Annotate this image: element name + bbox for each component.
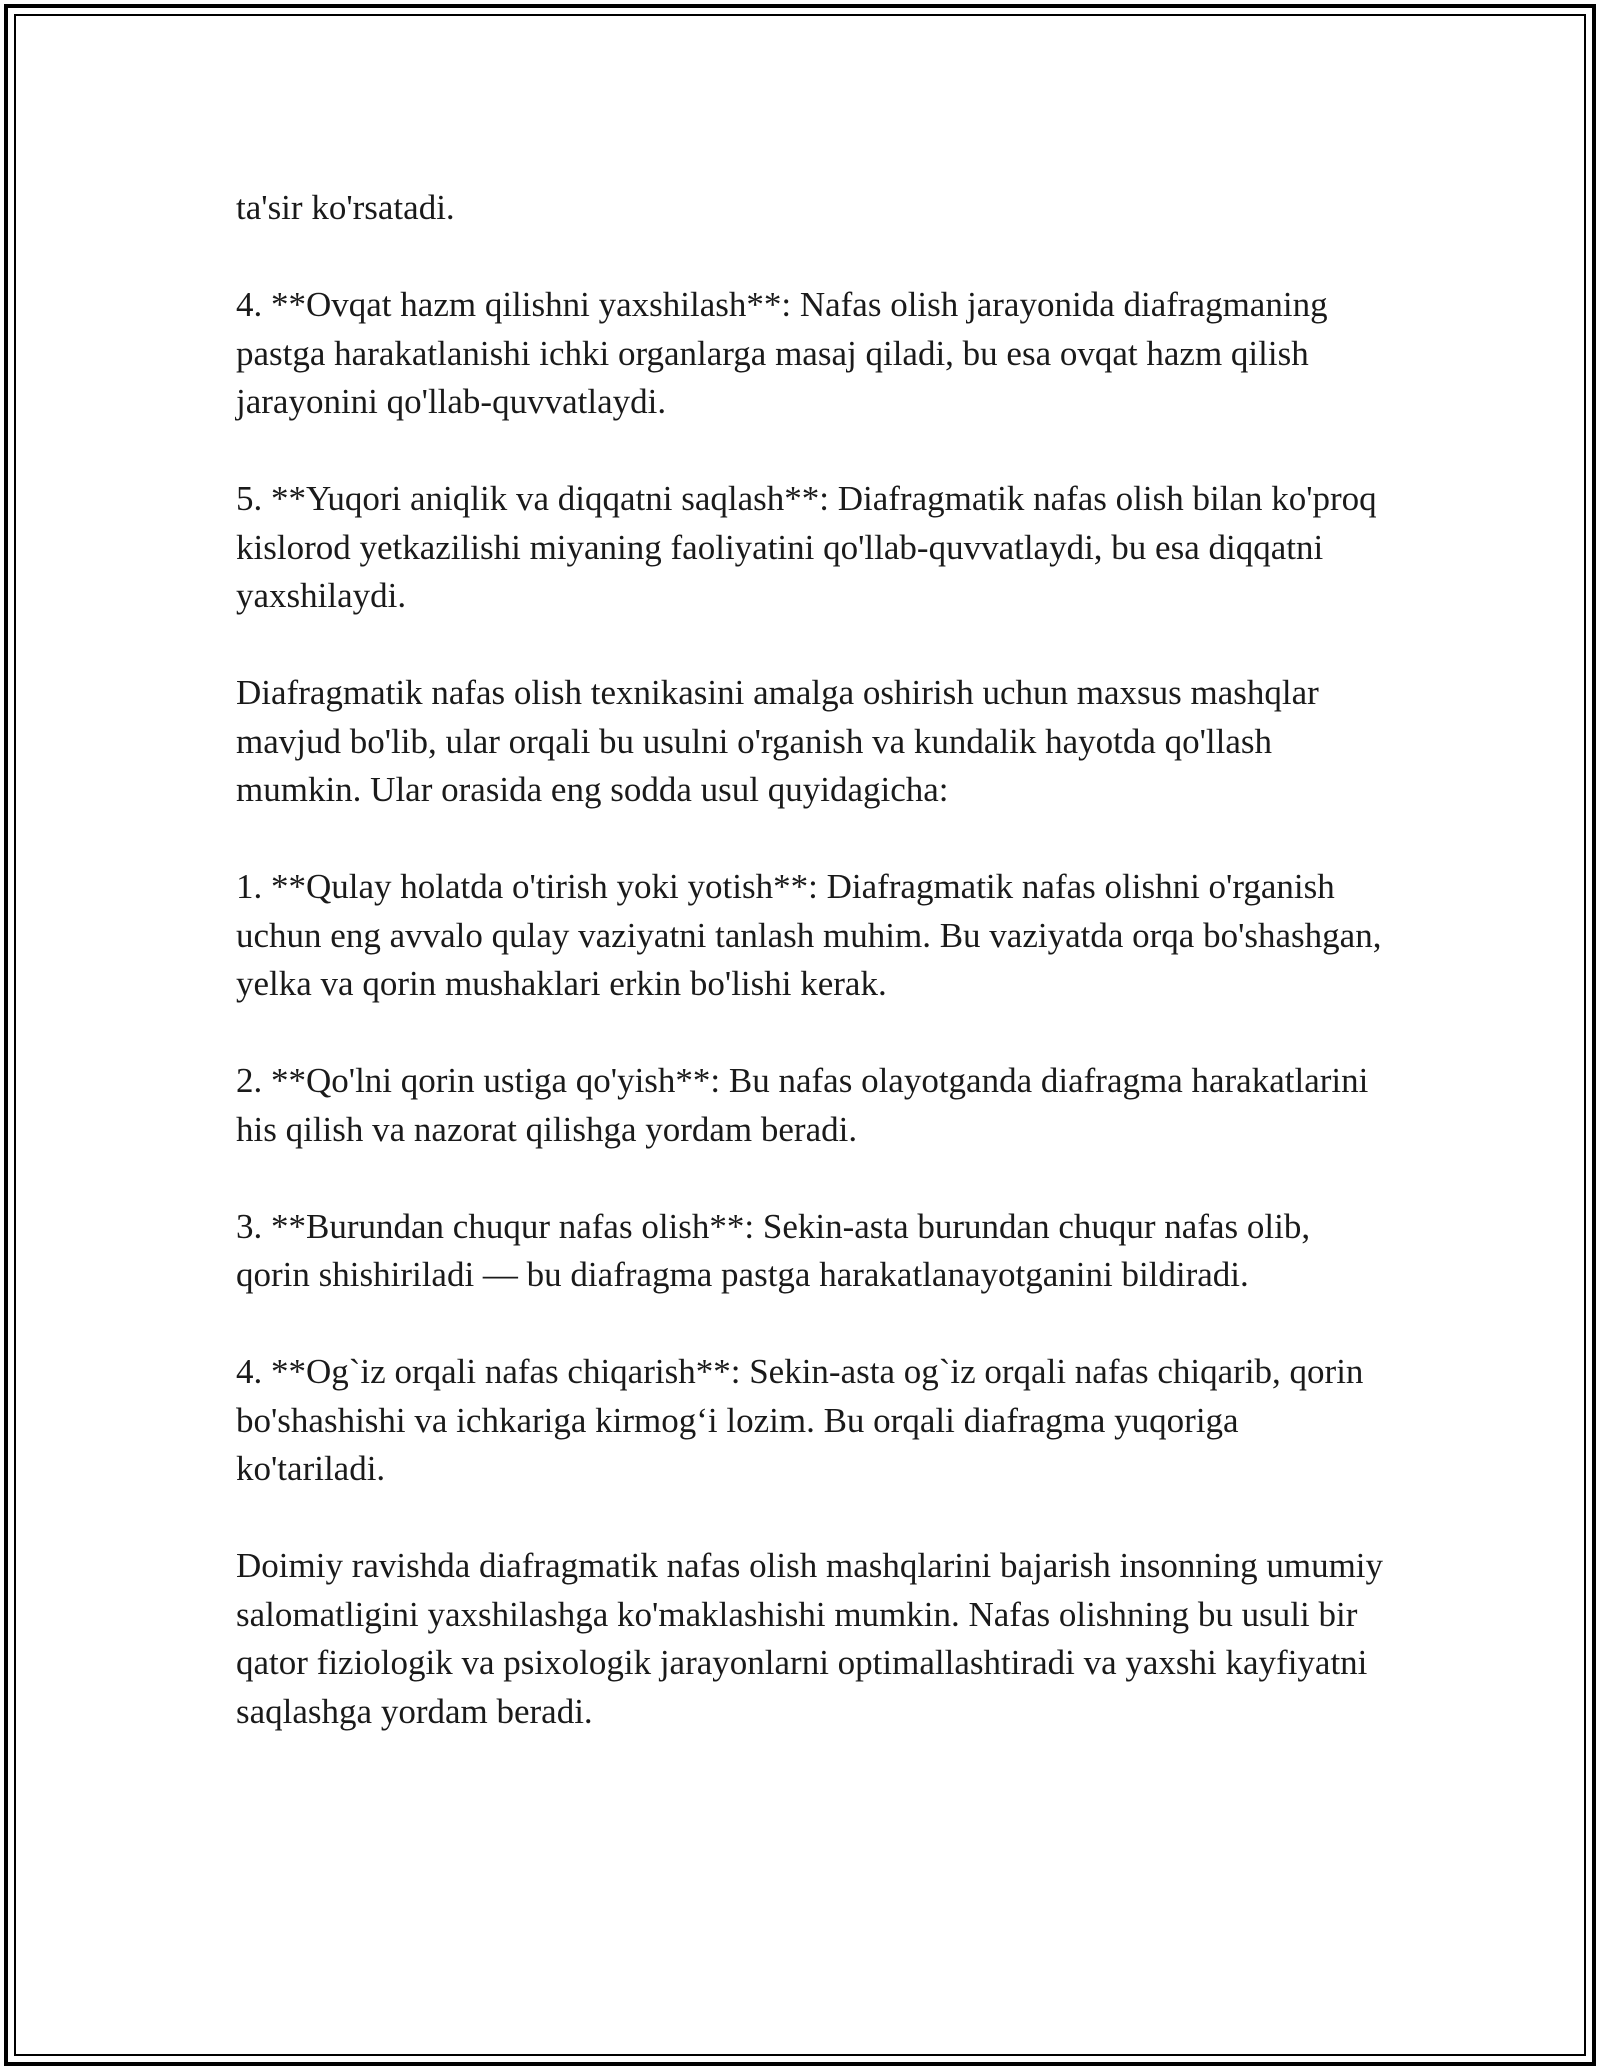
paragraph-step-2: 2. **Qo'lni qorin ustiga qo'yish**: Bu nafas olayotganda diafragma harakatlarini his qilish va nazorat qilishga yordam beradi. <box>236 1061 1369 1149</box>
paragraph-focus: 5. **Yuqori aniqlik va diqqatni saqlash**: Diafragmatik nafas olish bilan ko'proq kislorod yetkazilishi miyaning faoliyatini qo'llab-quvvatlaydi, bu esa diqqatni yaxshilaydi. <box>236 479 1377 615</box>
paragraph-step-3: 3. **Burundan chuqur nafas olish**: Sekin-asta burundan chuqur nafas olib, qorin shishiriladi — bu diafragma pastga harakatlanayotganini bildiradi. <box>236 1206 1311 1294</box>
paragraph-step-4: 4. **Og`iz orqali nafas chiqarish**: Sekin-asta og`iz orqali nafas chiqarib, qorin bo'shashishi va ichkariga kirmog‘i lozim. Bu orqali diafragma yuqoriga ko'tariladi. <box>236 1352 1364 1488</box>
paragraph-technique-intro: Diafragmatik nafas olish texnikasini amalga oshirish uchun maxsus mashqlar mavjud bo'lib, ular orqali bu usulni o'rganish va kundalik hayotda qo'llash mumkin. Ular orasida eng sodda usul quyidagicha: <box>236 673 1319 809</box>
paragraph-conclusion: Doimiy ravishda diafragmatik nafas olish mashqlarini bajarish insonning umumiy salomatligini yaxshilashga ko'maklashishi mumkin. Nafas olishning bu usuli bir qator fiziologik va psixologik jarayonlarni optimallashtiradi va yaxshi kayfiyatni saqlashga yordam beradi. <box>236 1546 1384 1731</box>
paragraph-continuation: ta'sir ko'rsatadi. <box>236 188 455 227</box>
paragraph-step-1: 1. **Qulay holatda o'tirish yoki yotish**: Diafragmatik nafas olishni o'rganish uchun eng avvalo qulay vaziyatni tanlash muhim. Bu vaziyatda orqa bo'shashgan, yelka va qorin mushaklari erkin bo'lishi kerak. <box>236 867 1382 1003</box>
document-body <box>236 184 1386 1736</box>
paragraph-digestion: 4. **Ovqat hazm qilishni yaxshilash**: Nafas olish jarayonida diafragmaning pastga harakatlanishi ichki organlarga masaj qiladi, bu esa ovqat hazm qilish jarayonini qo'llab-quvvatlaydi. <box>236 285 1328 421</box>
